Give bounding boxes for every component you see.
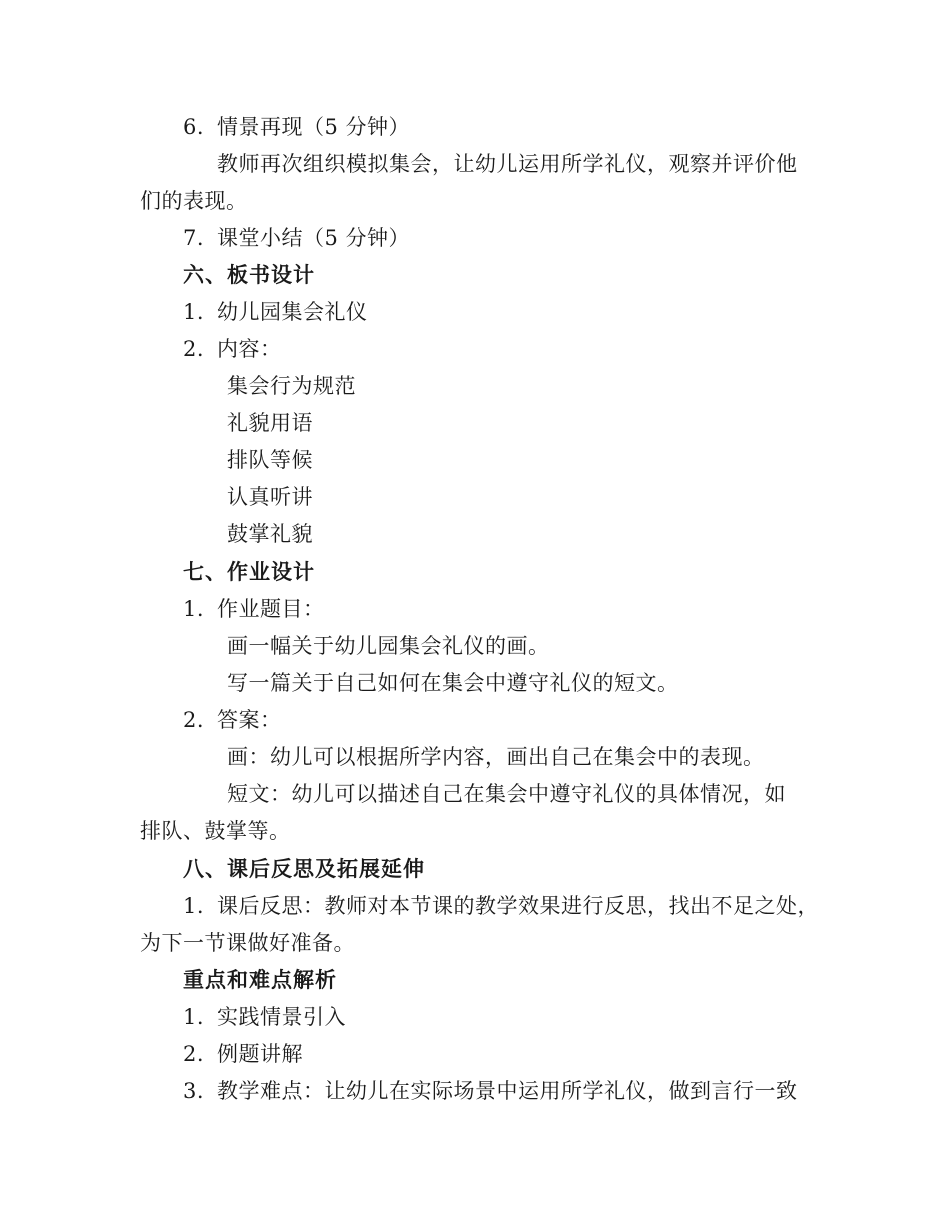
list-number: 1. <box>183 894 205 918</box>
list-item <box>183 1003 346 1031</box>
list-number: 7. <box>183 226 205 250</box>
section-heading: 六、板书设计 <box>183 263 315 287</box>
section-heading: 重点和难点解析 <box>183 968 337 992</box>
list-item <box>183 706 282 734</box>
paragraph-line: 排队、鼓掌等。 <box>140 819 291 843</box>
list-number: 3. <box>183 1079 205 1103</box>
list-text: 情景再现（5 分钟） <box>217 115 411 139</box>
sub-item: 鼓掌礼貌 <box>227 522 313 546</box>
list-item <box>183 595 325 623</box>
list-text: 课后反思：教师对本节课的教学效果进行反思，找出不足之处， <box>217 894 819 918</box>
list-number: 2. <box>183 337 205 361</box>
list-number: 1. <box>183 1005 205 1029</box>
list-number: 2. <box>183 708 205 732</box>
sub-item: 画：幼儿可以根据所学内容，画出自己在集会中的表现。 <box>227 745 765 769</box>
list-text: 例题讲解 <box>217 1042 303 1066</box>
paragraph-line: 教师再次组织模拟集会，让幼儿运用所学礼仪，观察并评价他 <box>217 152 798 176</box>
section-heading: 八、课后反思及拓展延伸 <box>183 857 425 881</box>
list-item <box>183 1040 303 1068</box>
sub-item: 排队等候 <box>227 448 313 472</box>
list-text: 内容： <box>217 337 282 361</box>
sub-item: 写一篇关于自己如何在集会中遵守礼仪的短文。 <box>227 671 679 695</box>
sub-item: 礼貌用语 <box>227 411 313 435</box>
list-item <box>183 892 819 920</box>
list-number: 6. <box>183 115 205 139</box>
list-number: 2. <box>183 1042 205 1066</box>
sub-item: 集会行为规范 <box>227 374 356 398</box>
list-item <box>183 298 368 326</box>
paragraph-line: 们的表现。 <box>140 189 248 213</box>
section-heading: 七、作业设计 <box>183 560 315 584</box>
list-number: 1. <box>183 300 205 324</box>
list-text: 答案： <box>217 708 282 732</box>
list-item <box>183 1077 798 1105</box>
list-text: 课堂小结（5 分钟） <box>217 226 411 250</box>
paragraph-line: 为下一节课做好准备。 <box>140 931 355 955</box>
list-text: 作业题目： <box>217 597 325 621</box>
list-item <box>183 224 410 252</box>
list-item <box>183 335 282 363</box>
list-item <box>183 113 410 141</box>
sub-item: 短文：幼儿可以描述自己在集会中遵守礼仪的具体情况，如 <box>227 782 786 806</box>
sub-item: 画一幅关于幼儿园集会礼仪的画。 <box>227 634 550 658</box>
list-number: 1. <box>183 597 205 621</box>
list-text: 幼儿园集会礼仪 <box>217 300 368 324</box>
sub-item: 认真听讲 <box>227 485 313 509</box>
list-text: 教学难点：让幼儿在实际场景中运用所学礼仪，做到言行一致 <box>217 1079 798 1103</box>
list-text: 实践情景引入 <box>217 1005 346 1029</box>
